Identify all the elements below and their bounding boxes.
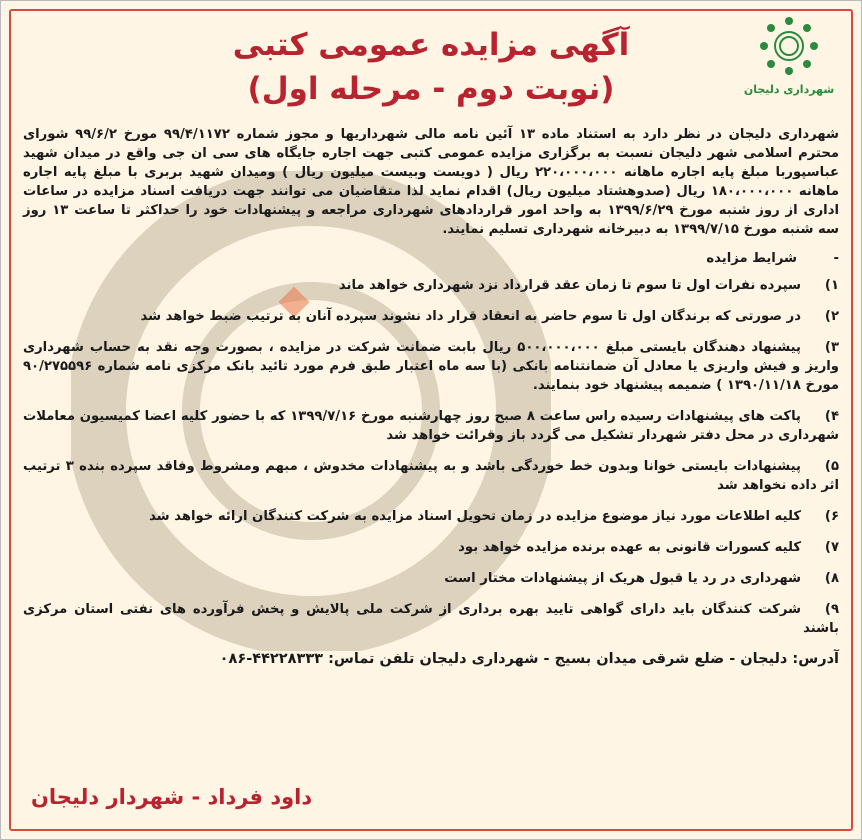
conditions-dash: - (833, 251, 839, 266)
ad-body (23, 125, 839, 669)
ad-title: آگهی مزایده عمومی کتبی (232, 27, 630, 63)
condition-item (23, 507, 839, 526)
condition-number: ۷) (824, 540, 839, 555)
condition-text: پیشنهادات بایستی خوانا وبدون خط خوردگی باشد و به پیشنهادات مخدوش ، مبهم ومشروط وفاقد سپرده بنده ۳ ترتیب اثر داده نخواهد شد (23, 459, 839, 493)
condition-number: ۳) (824, 340, 839, 355)
conditions-heading-text: شرایط مزایده (706, 251, 797, 266)
condition-text: کلیه اطلاعات مورد نیاز موضوع مزایده در زمان تحویل اسناد مزایده به شرکت کنندگان ارائه خواهد شد (149, 509, 801, 524)
condition-text: در صورتی که برندگان اول تا سوم حاضر به انعقاد قرار داد نشوند سپرده آنان به ترتیب ضبط خواهد شد (140, 309, 801, 324)
condition-number: ۲) (824, 309, 839, 324)
condition-item (23, 569, 839, 588)
condition-number: ۸) (824, 571, 839, 586)
condition-item (23, 600, 839, 638)
condition-number: ۹) (824, 602, 839, 617)
municipality-logo (739, 15, 839, 111)
condition-item (23, 338, 839, 395)
condition-item (23, 276, 839, 295)
condition-item (23, 307, 839, 326)
ad-subtitle: (نوبت دوم - مرحله اول) (247, 71, 615, 107)
condition-item (23, 538, 839, 557)
condition-text: پیشنهاد دهندگان بایستی مبلغ ۵۰۰،۰۰۰،۰۰۰ ریال بابت ضمانت شرکت در مزایده ، بصورت وجه نقد به حساب شهرداری واریز و فیش واریزی یا معادل آن ضمانتنامه بانکی (با سه ماه اعتبار طبق فرم مورد تائید بانک مرکزی نامه شماره ۹۰/۲۷۵۵۹۶ مورخ ۱۳۹۰/۱۱/۱۸ ) ضمیمه پیشنهاد خود بنمایند. (23, 340, 839, 393)
condition-number: ۶) (824, 509, 839, 524)
logo-emblem-icon (758, 15, 820, 77)
condition-text: سپرده نفرات اول تا سوم تا زمان عقد قرارداد نزد شهرداری خواهد ماند (338, 278, 801, 293)
condition-number: ۴) (824, 409, 840, 424)
condition-number: ۵) (824, 459, 839, 474)
intro-paragraph: شهرداری دلیجان در نظر دارد به استناد ماده ۱۳ آئین نامه مالی شهرداریها و مجوز شماره ۹۹/۴/۱۱۷۲ مورخ ۹۹/۶/۲ شورای محترم اسلامی شهر دلیجان نسبت به برگزاری مزایده عمومی کتبی جهت اجاره جایگاه های سی ان جی واقع در میدان شهید عباسپوربا مبلغ پایه اجاره ماهانه ۲۲۰،۰۰۰،۰۰۰ ریال ( دویست وبیست میلیون ریال ) ومیدان شهید بربری با مبلغ پایه اجاره ماهانه ۱۸۰،۰۰۰،۰۰۰ ریال (صدوهشتاد میلیون ریال) اقدام نماید لذا متقاضیان می توانند جهت دریافت اسناد مزایده در ساعات اداری از روز شنبه مورخ ۱۳۹۹/۶/۲۹ به واحد امور قراردادهای شهرداری مراجعه و پیشنهادات خود را حداکثر تا ساعت ۱۳ روز سه شنبه مورخ ۱۳۹۹/۷/۱۵ به دبیرخانه شهرداری تسلیم نمایند. (23, 127, 839, 237)
conditions-heading (23, 249, 839, 268)
condition-text: پاکت های پیشنهادات رسیده راس ساعت ۸ صبح روز چهارشنبه مورخ ۱۳۹۹/۷/۱۶ که با حضور کلیه اعضا کمیسیون معاملات شهرداری در محل دفتر شهردار تشکیل می گردد باز وقرائت خواهد شد (23, 409, 839, 443)
condition-number: ۱) (824, 278, 839, 293)
condition-item (23, 407, 839, 445)
contact-address: آدرس: دلیجان - ضلع شرقی میدان بسیج - شهرداری دلیجان تلفن تماس: ۴۴۲۲۸۳۳۳-۰۸۶ (219, 651, 839, 667)
signature: داود فرداد - شهردار دلیجان (31, 785, 313, 809)
condition-text: شهرداری در رد یا قبول هریک از پیشنهادات مختار است (444, 571, 801, 586)
condition-item (23, 457, 839, 495)
logo-caption: شهرداری دلیجان (743, 83, 835, 96)
condition-text: شرکت کنندگان باید دارای گواهی تایید بهره برداری از شرکت ملی پالایش و پخش فرآورده های نفتی استان مرکزی باشند (23, 602, 839, 636)
condition-text: کلیه کسورات قانونی به عهده برنده مزایده خواهد بود (458, 540, 801, 555)
